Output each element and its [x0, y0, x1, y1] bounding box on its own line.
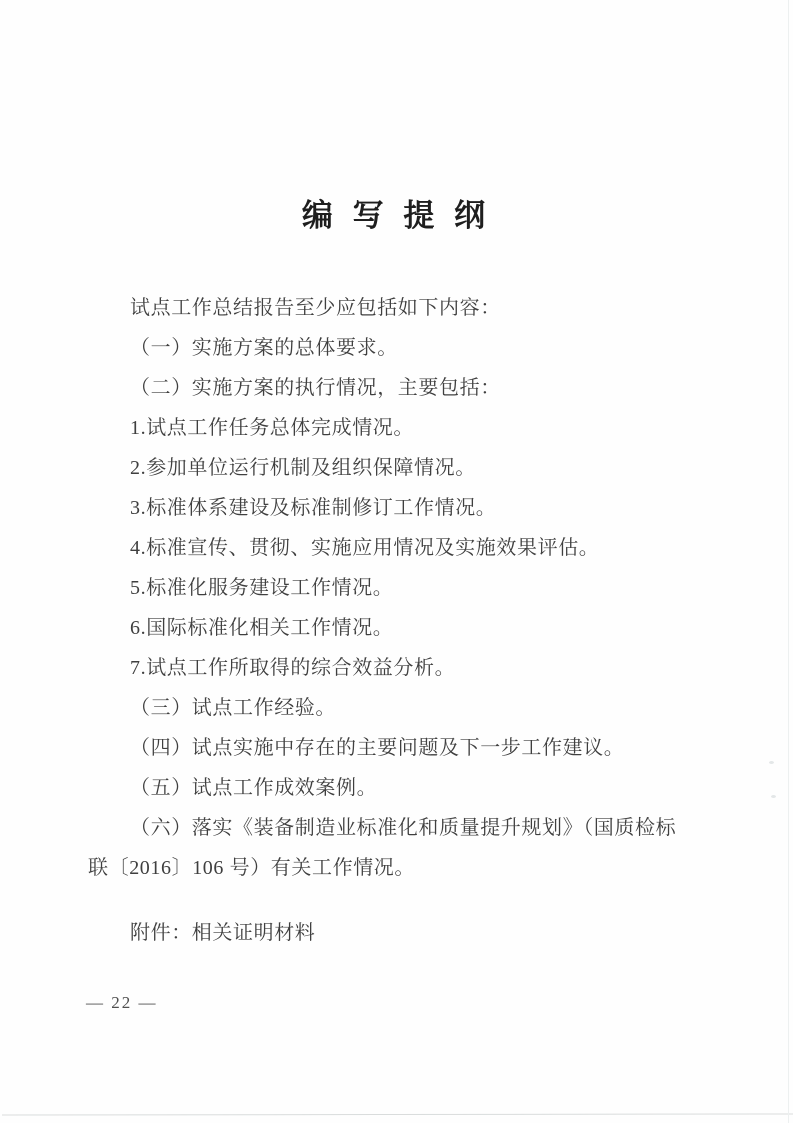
page-number: — 22 — — [86, 993, 158, 1012]
scan-edge-bottom-line — [2, 1113, 793, 1115]
body-line-sub-5: 5.标准化服务建设工作情况。 — [130, 577, 394, 599]
body-line-item-2: （二）实施方案的执行情况，主要包括： — [130, 377, 501, 399]
document-body — [88, 288, 763, 888]
body-line-item-5: （五）试点工作成效案例。 — [130, 777, 378, 799]
body-line-item-3: （三）试点工作经验。 — [130, 697, 336, 719]
body-line-sub-3: 3.标准体系建设及标准制修订工作情况。 — [130, 497, 497, 519]
body-line-item-1: （一）实施方案的总体要求。 — [130, 337, 398, 359]
page-title: 编 写 提 纲 — [301, 198, 492, 233]
body-line-sub-2: 2.参加单位运行机制及组织保障情况。 — [130, 457, 476, 479]
scan-edge-right-line — [788, 0, 789, 1123]
scan-speck — [771, 795, 776, 798]
body-line-item-6-wrap: 联〔2016〕106 号）有关工作情况。 — [88, 857, 415, 879]
body-line-sub-7: 7.试点工作所取得的综合效益分析。 — [130, 657, 456, 679]
body-line-sub-6: 6.国际标准化相关工作情况。 — [130, 617, 394, 639]
scan-speck — [769, 761, 774, 764]
body-line-sub-4: 4.标准宣传、贯彻、实施应用情况及实施效果评估。 — [130, 537, 600, 559]
body-line-item-6: （六）落实《装备制造业标准化和质量提升规划》（国质检标 — [130, 817, 677, 839]
attachment-note: 附件：相关证明材料 — [130, 922, 316, 944]
body-line-intro: 试点工作总结报告至少应包括如下内容： — [130, 297, 501, 319]
body-line-item-4: （四）试点实施中存在的主要问题及下一步工作建议。 — [130, 737, 625, 759]
body-line-sub-1: 1.试点工作任务总体完成情况。 — [130, 417, 414, 439]
